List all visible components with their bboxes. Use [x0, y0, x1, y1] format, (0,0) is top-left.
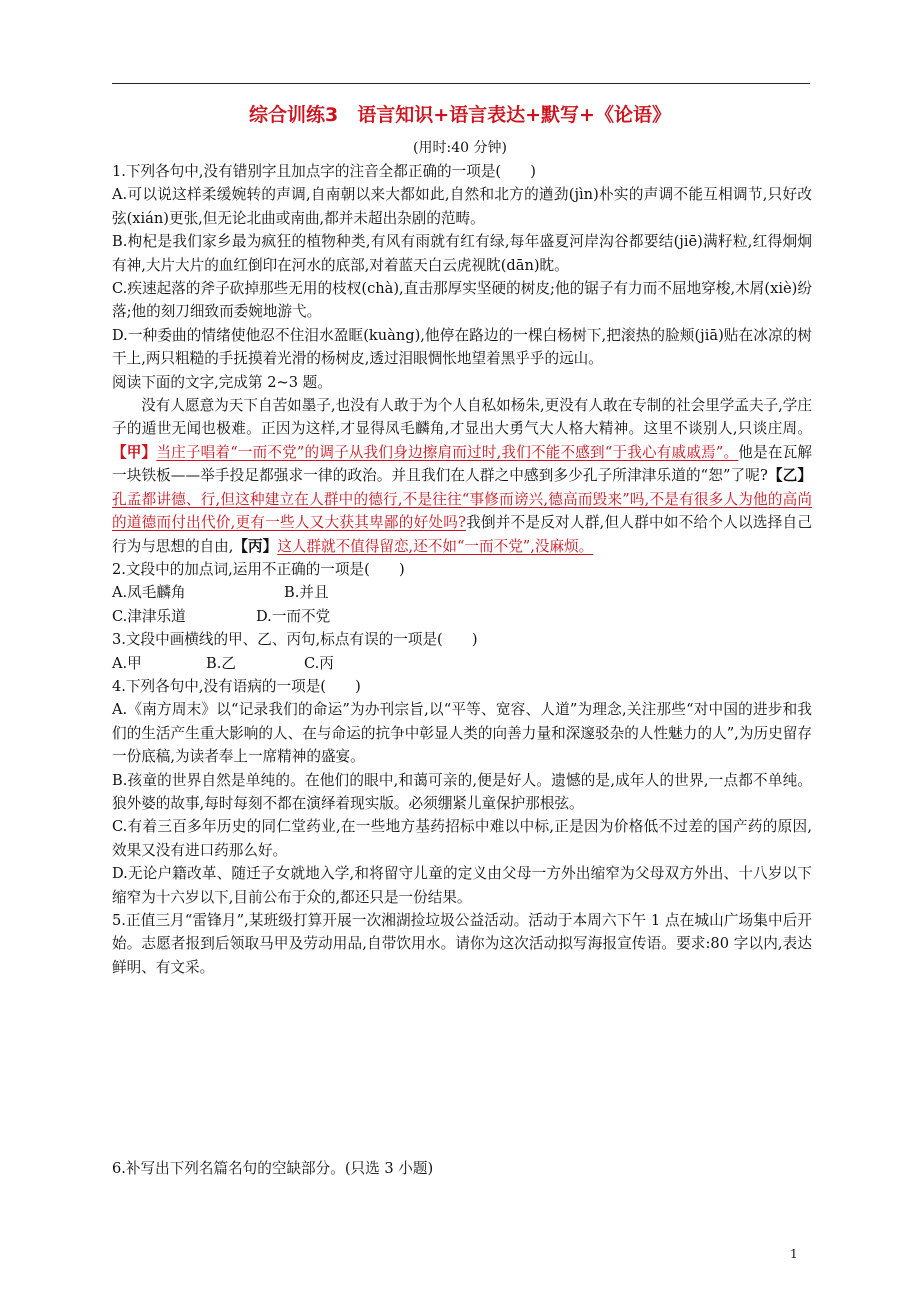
- question-3-option-b: B.乙: [206, 654, 236, 672]
- time-note: (用时:40 分钟): [413, 140, 507, 156]
- sentence-bing: 这人群就不值得留恋,还不如“一而不党”,没麻烦。: [277, 537, 594, 555]
- question-1-stem: 1.下列各句中,没有错别字且加点字的注音全都正确的一项是( ): [112, 163, 536, 180]
- passage-text-1: 没有人愿意为天下自苦如墨子,也没有人敢于为个人自私如杨朱,更没有人敢在专制的社会里学孟夫子,学庄子的遁世无闻也极难。正因为这样,才显得凤毛麟角,才显出大勇气大人格大精神。这里不谈别人,只谈庄周。: [112, 397, 812, 438]
- question-3-stem: 3.文段中画横线的甲、乙、丙句,标点有误的一项是( ): [112, 631, 478, 649]
- mark-jia: 【甲】: [112, 443, 157, 461]
- header-rule: [112, 83, 810, 84]
- sentence-yi: 孔孟都讲德、行,但这种建立在人群中的德行,不是往往“事修而谤兴,德高而毁来”吗,不是有很多人为他的高尚的道德而付出代价,更有一些人又大获其卑鄙的好处吗?: [112, 490, 812, 532]
- exercise-body: [112, 160, 812, 1181]
- question-4-option-b: B.孩童的世界自然是单纯的。在他们的眼中,和蔼可亲的,便是好人。遗憾的是,成年人的世界,一点都不单纯。狼外婆的故事,每时每刻不都在演绎着现实版。必须绷紧儿童保护那根弦。: [112, 771, 812, 812]
- passage-text-3: 我倒并不是反对人群,但人群中如不给个人以选择自己行为与思想的自由,: [112, 514, 812, 555]
- question-6-stem: 6.补写出下列名篇名句的空缺部分。(只选 3 小题): [112, 1160, 434, 1178]
- question-4-stem: 4.下列各句中,没有语病的一项是( ): [112, 677, 361, 695]
- question-4-option-d: D.无论户籍改革、随迁子女就地入学,和将留守儿童的定义由父母一方外出缩窄为父母双方外出、十八岁以下缩窄为十六岁以下,目前公布于众的,都还只是一份结果。: [112, 865, 812, 906]
- question-1-option-b: B.枸杞是我们家乡最为疯狂的植物种类,有风有雨就有红有绿,每年盛夏河岸沟谷都要结(jiē)满籽粒,红得炯炯有神,大片大片的血红倒印在河水的底部,对着蓝天白云虎视眈(dān)眈。: [112, 233, 812, 274]
- question-2-options-row-2: [112, 605, 812, 628]
- sentence-jia: 当庄子唱着“一而不党”的调子从我们身边擦肩而过时,我们不能不感到“于我心有戚戚焉”。: [156, 443, 739, 461]
- question-2-option-a: A.凤毛麟角: [112, 584, 186, 602]
- reading-intro: 阅读下面的文字,完成第 2~3 题。: [112, 373, 332, 391]
- question-2-options-row-1: [112, 581, 812, 604]
- question-1-option-d: D.一种委曲的情绪使他忍不住泪水盈眶(kuàng),他停在路边的一棵白杨树下,把滚热的脸颊(jiā)贴在冰凉的树干上,两只粗糙的手抚摸着光滑的杨树皮,透过泪眼惆怅地望着黑乎乎的远山。: [112, 326, 812, 368]
- question-2-stem: 2.文段中的加点词,运用不正确的一项是( ): [112, 560, 405, 578]
- question-1-option-c: C.疾速起落的斧子砍掉那些无用的枝杈(chà),直击那厚实坚硬的树皮;他的锯子有力而不屈地穿梭,木屑(xiè)纷落;他的刻刀细致而委婉地游弋。: [112, 280, 812, 321]
- reading-passage: [112, 394, 812, 558]
- page-title: 综合训练3 语言知识+语言表达+默写+《论语》: [249, 104, 671, 126]
- question-3-option-a: A.甲: [112, 654, 142, 672]
- question-1-option-a: A.可以说这样柔缓婉转的声调,自南朝以来大都如此,自然和北方的遒劲(jìn)朴实的声调不能互相调节,只好改弦(xián)更张,但无论北曲或南曲,都并未超出杂剧的范畴。: [112, 186, 812, 227]
- question-3-option-c: C.丙: [304, 654, 334, 672]
- question-2-option-c: C.津津乐道: [112, 607, 186, 625]
- page-number: 1: [790, 1247, 798, 1261]
- question-5-stem: 5.正值三月“雷锋月”,某班级打算开展一次湘湖捡垃圾公益活动。活动于本周六下午 1 点在城山广场集中后开始。志愿者报到后领取马甲及劳动用品,自带饮用水。请你为这次活动拟写海报宣传语。要求:80 字以内,表达鲜明、有文采。: [112, 912, 812, 976]
- answer-space: [112, 979, 812, 1157]
- mark-yi: 【乙】: [767, 467, 812, 485]
- question-4-option-a: A.《南方周末》以“记录我们的命运”为办刊宗旨,以“平等、宽容、人道”为理念,关注那些“对中国的进步和我们的生活产生重大影响的人、在与命运的抗争中彰显人类的向善力量和深邃驳杂的人性魅力的人”,为历史留存一份底稿,为读者奉上一席精神的盛宴。: [112, 701, 812, 766]
- question-2-option-b: B.并且: [284, 584, 329, 602]
- question-2-option-d: D.一而不党: [256, 607, 331, 625]
- question-4-option-c: C.有着三百多年历史的同仁堂药业,在一些地方基药招标中难以中标,正是因为价格低不过差的国产药的原因,效果又没有进口药那么好。: [112, 818, 812, 859]
- question-3-options: [112, 652, 812, 675]
- mark-bing: 【丙】: [233, 537, 278, 555]
- passage-text-2: 他是在瓦解一块铁板——举手投足都强求一律的政治。并且我们在人群之中感到多少孔子所津津乐道的“恕”了呢?: [112, 443, 812, 485]
